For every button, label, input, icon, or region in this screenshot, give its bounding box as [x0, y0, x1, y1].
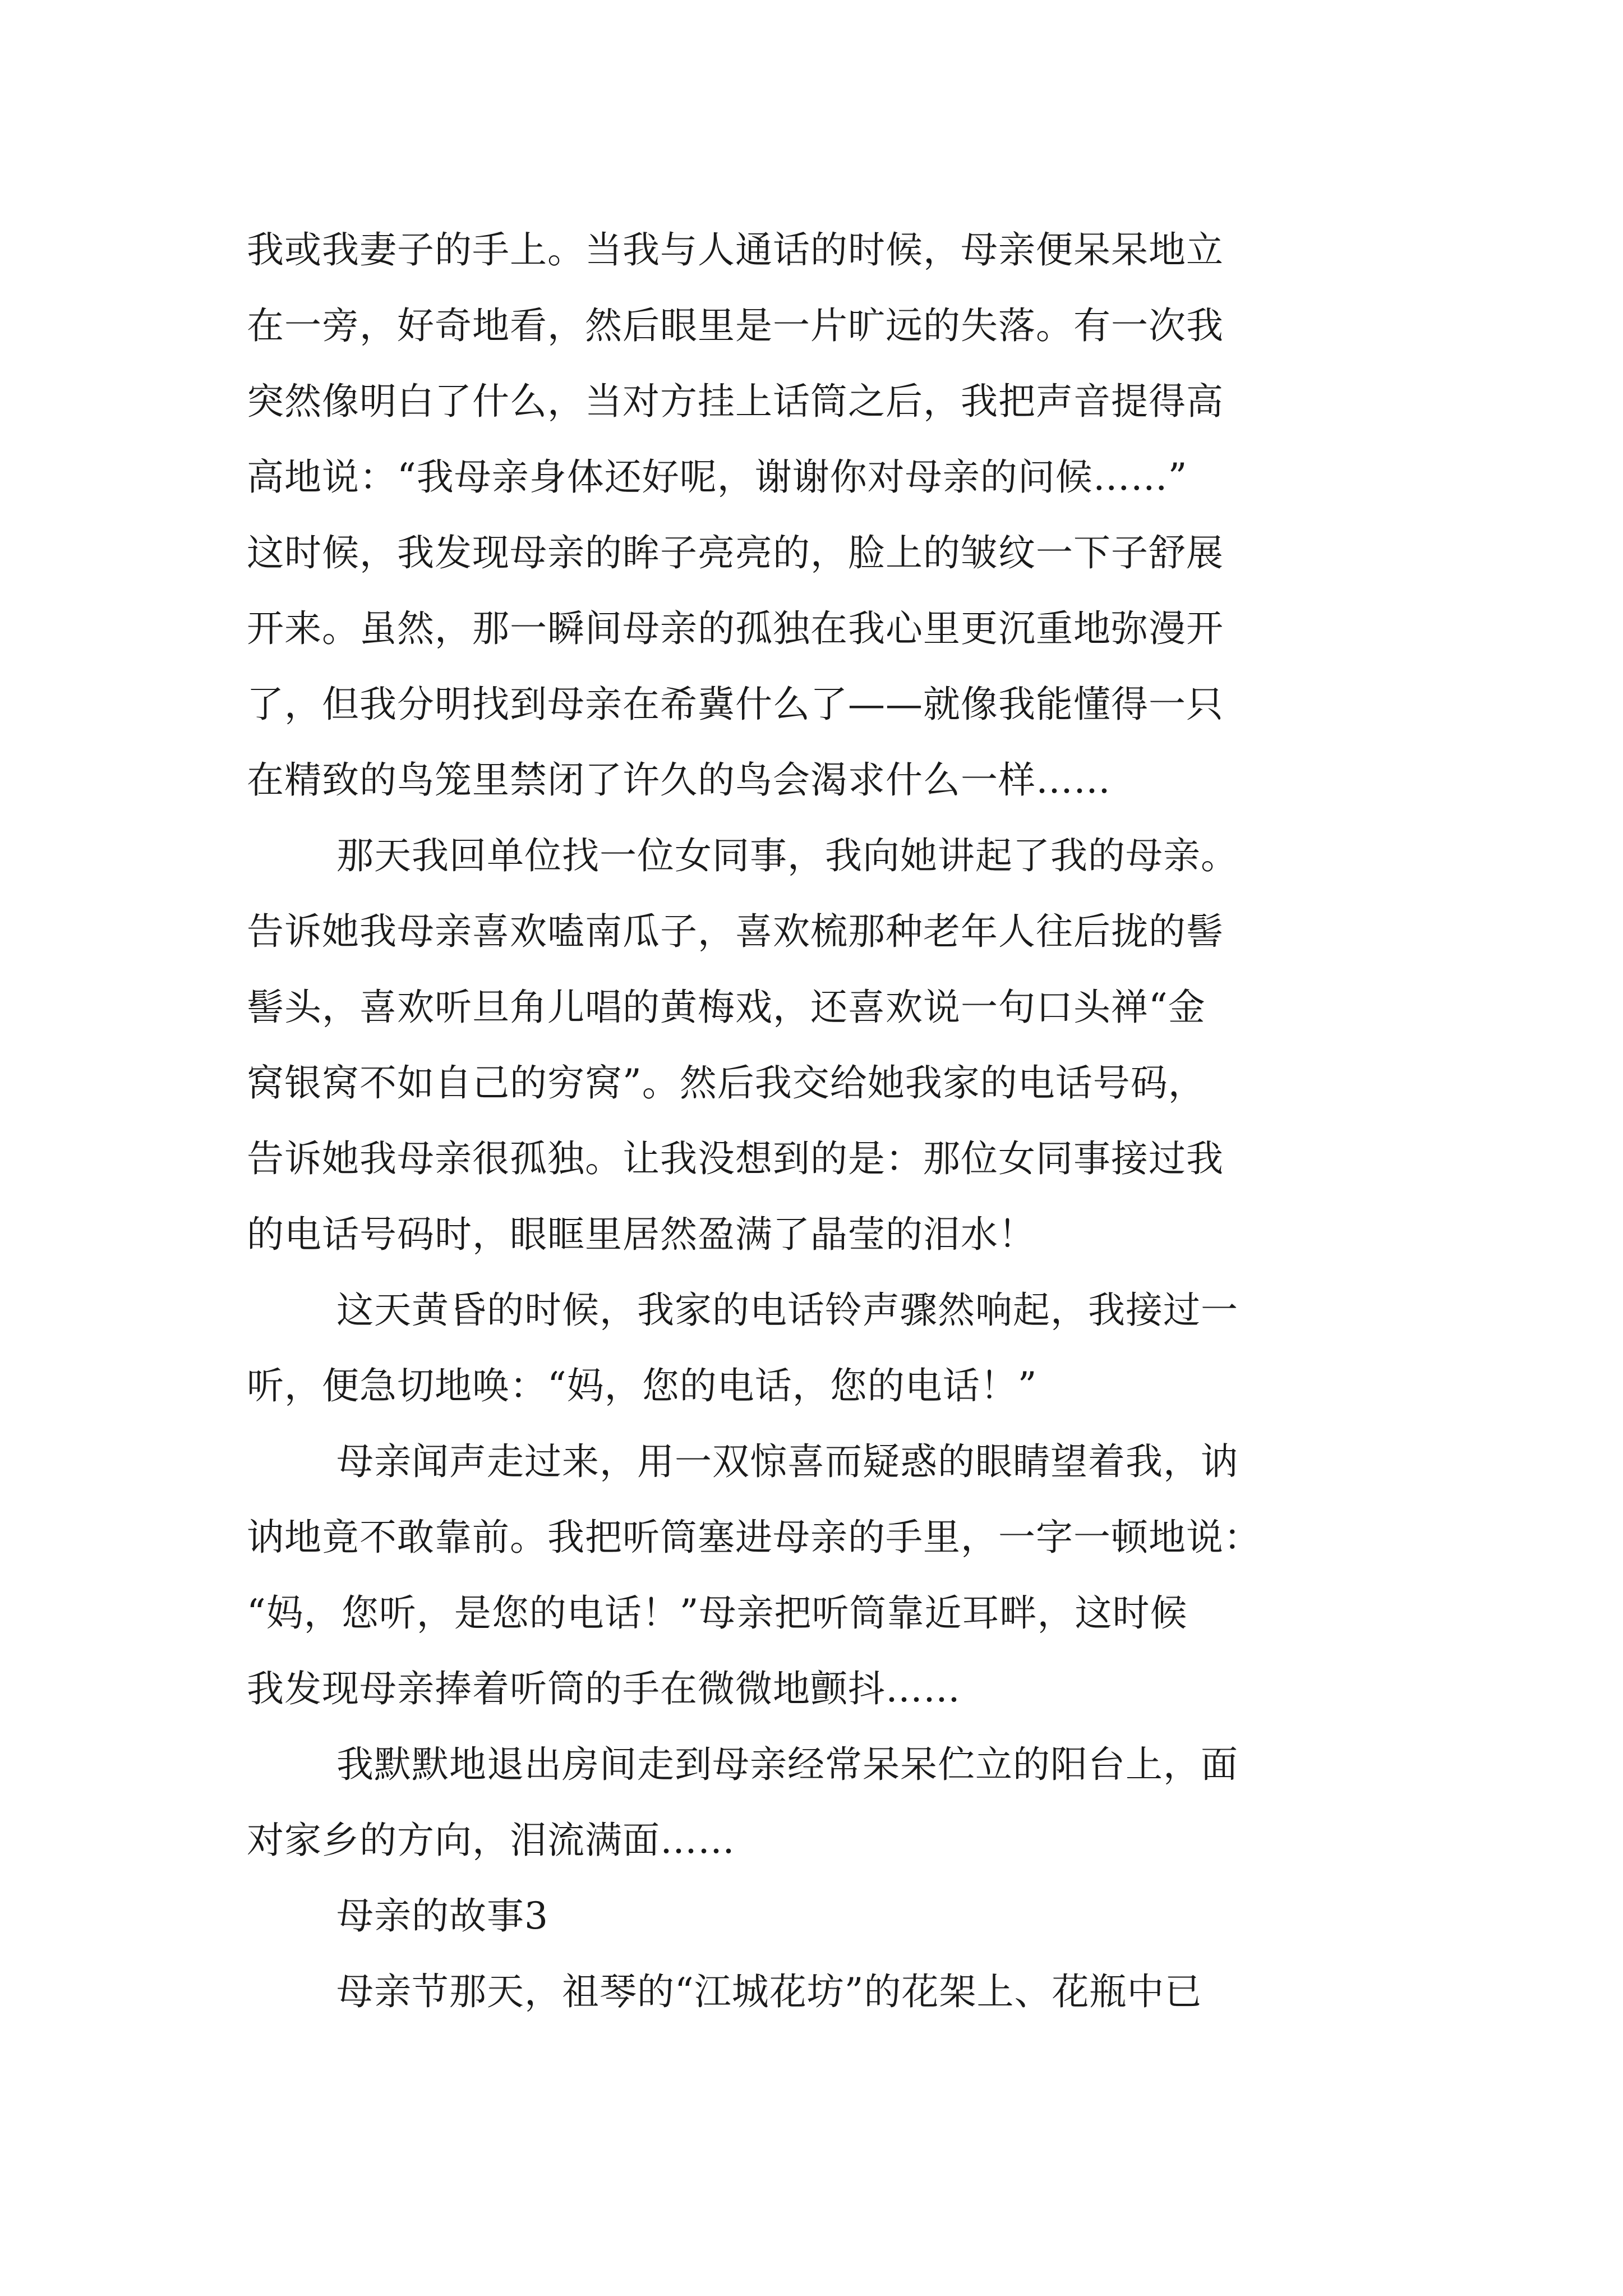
- text-line: 了，但我分明找到母亲在希冀什么了——就像我能懂得一只: [247, 683, 1224, 726]
- text-line: 对家乡的方向，泪流满面……: [247, 1819, 735, 1862]
- paragraph-first-line: 那天我回单位找一位女同事，我向她讲起了我的母亲。: [336, 834, 1238, 877]
- text-line: 告诉她我母亲喜欢嗑南瓜子，喜欢梳那种老年人往后拢的髻: [247, 910, 1224, 953]
- text-line: 窝银窝不如自己的穷窝”。然后我交给她我家的电话号码，: [247, 1061, 1206, 1105]
- paragraph-first-line: 我默默地退出房间走到母亲经常呆呆伫立的阳台上，面: [336, 1743, 1238, 1786]
- text-line: 高地说：“我母亲身体还好呢，谢谢你对母亲的问候……”: [247, 455, 1188, 499]
- paragraph-first-line: 母亲节那天，祖琴的“江城花坊”的花架上、花瓶中已: [336, 1970, 1202, 2013]
- paragraph-first-line: 这天黄昏的时候，我家的电话铃声骤然响起，我接过一: [336, 1289, 1238, 1332]
- text-line: 突然像明白了什么，当对方挂上话筒之后，我把声音提得高: [247, 380, 1224, 423]
- text-line: 这时候，我发现母亲的眸子亮亮的，脸上的皱纹一下子舒展: [247, 531, 1224, 574]
- text-line: 我或我妻子的手上。当我与人通话的时候，母亲便呆呆地立: [247, 228, 1224, 272]
- text-line: 告诉她我母亲很孤独。让我没想到的是：那位女同事接过我: [247, 1137, 1224, 1180]
- text-line: 听，便急切地唤：“妈，您的电话，您的电话！”: [247, 1364, 1038, 1407]
- text-line: 的电话号码时，眼眶里居然盈满了晶莹的泪水！: [247, 1213, 1036, 1256]
- text-line: 在一旁，好奇地看，然后眼里是一片旷远的失落。有一次我: [247, 304, 1224, 347]
- text-line: 讷地竟不敢靠前。我把听筒塞进母亲的手里，一字一顿地说：: [247, 1516, 1261, 1559]
- text-line: “妈，您听，是您的电话！”母亲把听筒靠近耳畔，这时候: [247, 1591, 1188, 1635]
- text-line: 在精致的鸟笼里禁闭了许久的鸟会渴求什么一样……: [247, 758, 1111, 802]
- paragraph-first-line: 母亲闻声走过来，用一双惊喜而疑惑的眼睛望着我，讷: [336, 1440, 1238, 1483]
- section-heading: 母亲的故事3: [336, 1894, 548, 1938]
- text-line: 我发现母亲捧着听筒的手在微微地颤抖……: [247, 1667, 961, 1710]
- text-line: 髻头，喜欢听旦角儿唱的黄梅戏，还喜欢说一句口头禅“金: [247, 986, 1206, 1029]
- text-line: 开来。虽然，那一瞬间母亲的孤独在我心里更沉重地弥漫开: [247, 607, 1224, 650]
